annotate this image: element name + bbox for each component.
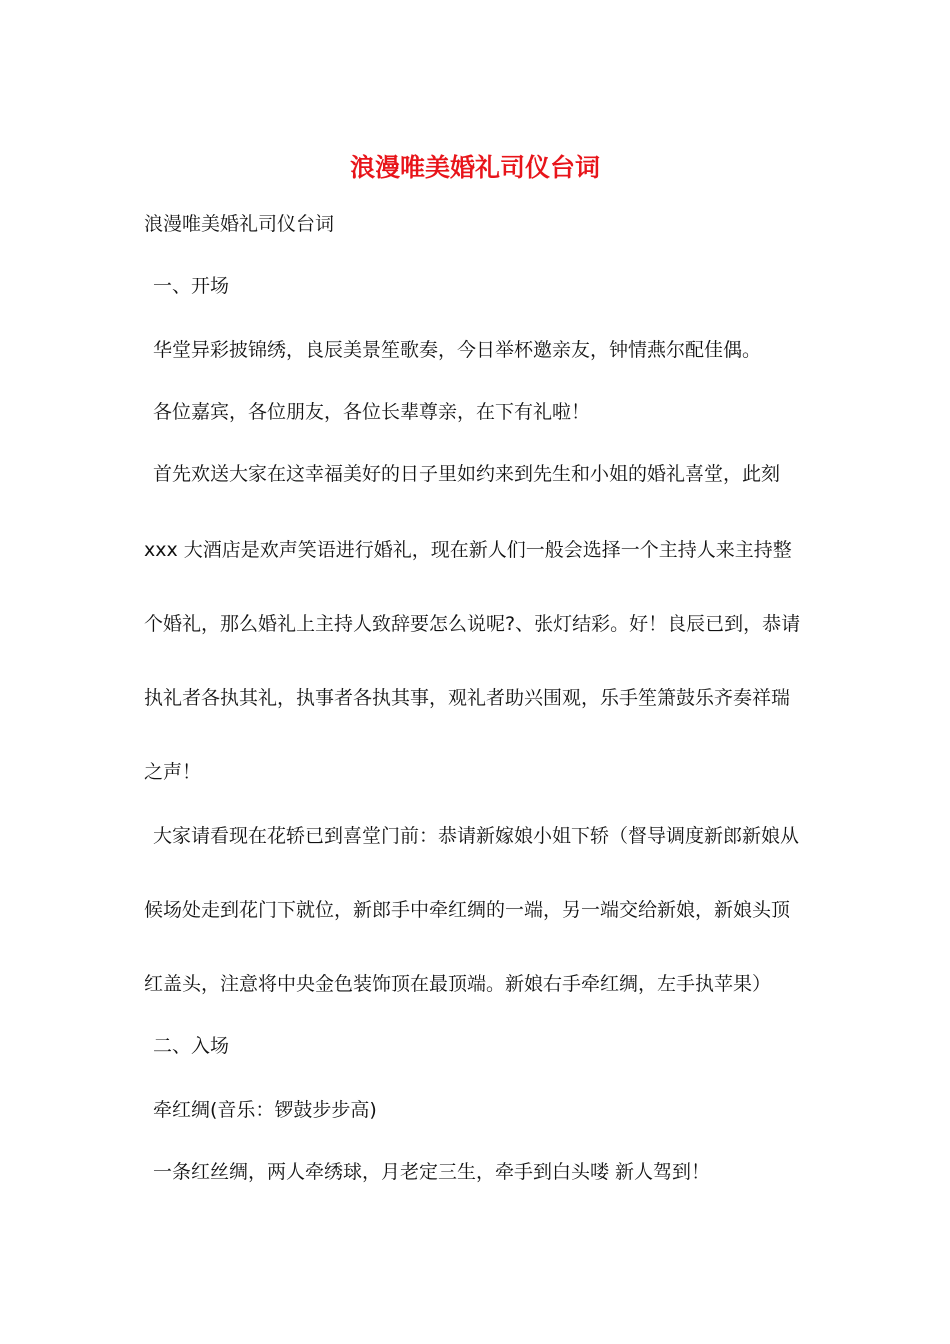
paragraph-line: 首先欢送大家在这幸福美好的日子里如约来到先生和小姐的婚礼喜堂，此刻: [153, 463, 781, 485]
paragraph-line: xxx 大酒店是欢声笑语进行婚礼，现在新人们一般会选择一个主持人来主持整: [144, 539, 792, 561]
section-heading-entrance: 二、入场: [153, 1035, 230, 1057]
paragraph-line: 牵红绸(音乐：锣鼓步步高): [153, 1099, 377, 1121]
paragraph-line: 一条红丝绸，两人牵绣球，月老定三生，牵手到白头喽 新人驾到！: [153, 1161, 711, 1183]
paragraph-line: 红盖头，注意将中央金色装饰顶在最顶端。新娘右手牵红绸，左手执苹果）: [144, 973, 772, 995]
subtitle-line: 浪漫唯美婚礼司仪台词: [144, 213, 335, 235]
paragraph-line: 各位嘉宾，各位朋友，各位长辈尊亲，在下有礼啦！: [153, 401, 591, 423]
paragraph-line: 华堂异彩披锦绣，良辰美景笙歌奏，今日举杯邀亲友，钟情燕尔配佳偶。: [153, 339, 762, 361]
paragraph-line: 个婚礼，那么婚礼上主持人致辞要怎么说呢?、张灯结彩。好！良辰已到，恭请: [144, 613, 801, 635]
paragraph-line: 大家请看现在花轿已到喜堂门前：恭请新嫁娘小姐下轿（督导调度新郎新娘从: [153, 825, 800, 847]
paragraph-line: 执礼者各执其礼，执事者各执其事，观礼者助兴围观，乐手笙箫鼓乐齐奏祥瑞: [144, 687, 791, 709]
paragraph-line: 候场处走到花门下就位，新郎手中牵红绸的一端，另一端交给新娘，新娘头顶: [144, 899, 791, 921]
document-title: 浪漫唯美婚礼司仪台词: [349, 153, 600, 182]
paragraph-line: 之声！: [144, 761, 202, 783]
section-heading-opening: 一、开场: [153, 275, 230, 297]
